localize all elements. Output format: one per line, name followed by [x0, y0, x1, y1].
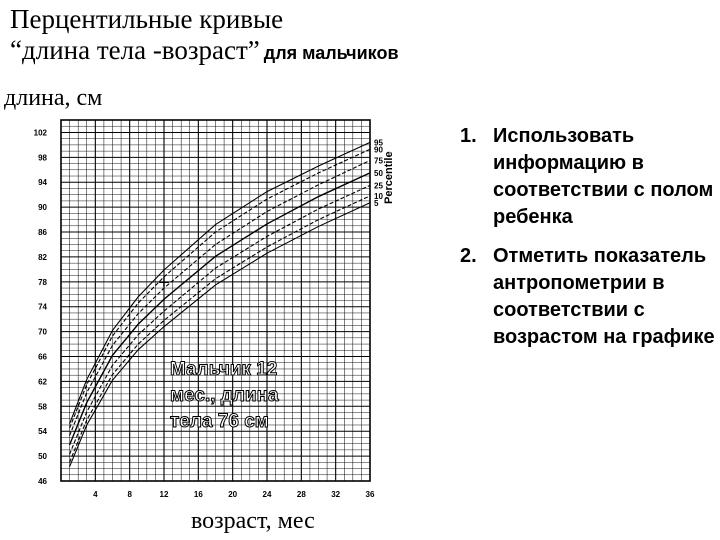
chart-title-main: “длина тела -возраст” [10, 35, 260, 65]
annotation-text: Мальчик 12 мес., длина тела 76 см [170, 359, 279, 432]
instruction-text: Отметить показатель антропометрии в соответствии с возрастом на графике [493, 245, 715, 348]
x-tick-label: 28 [296, 490, 306, 499]
percentile-label: 95 [374, 138, 383, 148]
x-axis-label: возраст, мес [191, 508, 315, 534]
y-tick-label: 50 [38, 452, 47, 462]
percentile-title: Percentile [383, 151, 395, 204]
percentile-label: 90 [374, 145, 383, 155]
percentile-label: 10 [374, 191, 383, 201]
instruction-number: 2. [460, 245, 477, 267]
y-tick-label: 70 [38, 327, 47, 337]
instruction-item [460, 123, 715, 231]
y-tick-label: 86 [38, 228, 47, 238]
y-tick-label: 58 [38, 402, 47, 412]
instruction-number: 1. [460, 125, 477, 147]
y-tick-label: 98 [38, 153, 47, 163]
percentile-label: 75 [374, 156, 383, 166]
y-tick-label: 46 [38, 477, 47, 486]
percentile-label: 5 [374, 198, 379, 208]
instruction-text: Использовать информацию в соответствии с полом ребенка [493, 125, 714, 228]
chart-title-sub: для мальчиков [263, 43, 399, 63]
y-tick-label: 66 [38, 352, 47, 362]
chart-title-line1: Перцентильные кривые [10, 4, 284, 34]
y-tick-label: 54 [38, 427, 47, 437]
y-tick-label: 94 [38, 178, 47, 188]
x-tick-label: 8 [127, 490, 132, 499]
y-axis-label: длина, см [4, 85, 103, 111]
x-tick-label: 36 [365, 490, 375, 499]
y-tick-label: 78 [38, 277, 47, 287]
instruction-item [460, 243, 715, 351]
x-tick-label: 32 [331, 490, 341, 499]
y-tick-label: 102 [33, 128, 47, 138]
x-tick-label: 4 [93, 490, 98, 499]
instructions-list [460, 123, 715, 363]
y-tick-label: 90 [38, 203, 47, 213]
y-tick-label: 74 [38, 302, 47, 312]
x-tick-label: 20 [228, 490, 238, 499]
x-tick-label: 24 [262, 490, 272, 499]
percentile-label: 25 [374, 181, 383, 191]
percentile-label: 50 [374, 168, 383, 178]
marked-point: + [158, 271, 170, 294]
y-tick-label: 62 [38, 377, 47, 387]
y-tick-label: 82 [38, 252, 47, 262]
x-tick-label: 12 [159, 490, 169, 499]
x-tick-label: 16 [193, 490, 203, 499]
